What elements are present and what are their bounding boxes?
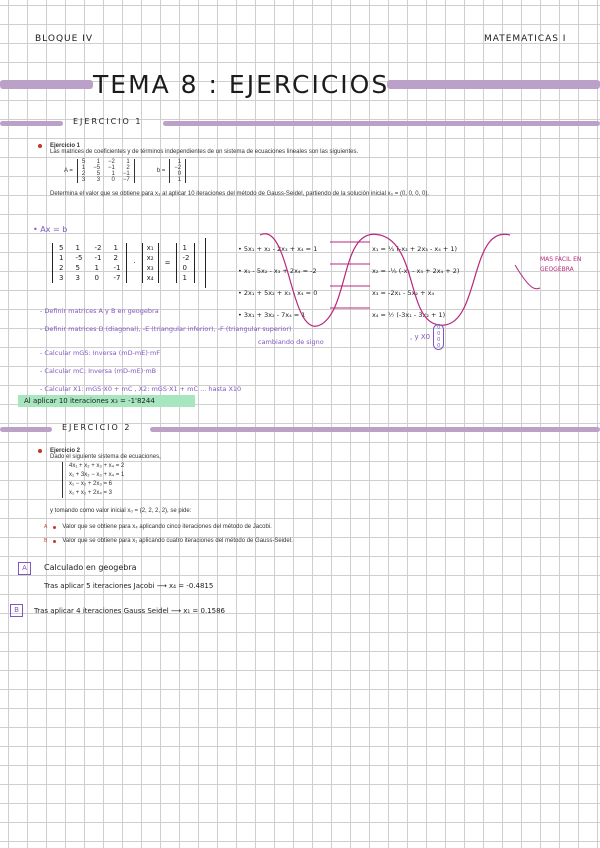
hand-A-cell: 1	[94, 264, 99, 272]
solution: x₁ = ⅕ (-x₂ + 2x₃ - x₄ + 1)	[372, 245, 458, 253]
A-cell: 2	[126, 165, 130, 171]
ex1-A-name: A =	[64, 168, 73, 174]
system-eq: x₁ + 3x₂ − x₃ + x₄ = 1	[69, 472, 125, 478]
dot-operator: ·	[133, 259, 136, 267]
x0-vector	[433, 324, 444, 350]
hand-A-cell: -7	[113, 274, 121, 282]
ex1-print-block	[40, 143, 570, 197]
hand-x-cell: x₁	[146, 244, 154, 252]
A-cell: −1	[108, 165, 115, 171]
A-cell: −2	[108, 159, 115, 165]
hand-A-cell: 1	[59, 254, 64, 262]
step-item: - Definir matrices A y B en geogebra	[40, 307, 159, 315]
hand-A-cell: -2	[94, 244, 102, 252]
hand-x-cell: x₄	[146, 274, 154, 282]
header-right: MATEMATICAS I	[484, 34, 567, 44]
ex1-b-name: b =	[156, 168, 166, 174]
ex2-print-block	[40, 448, 570, 544]
ex2-item	[44, 538, 570, 544]
A-cell: −7	[122, 177, 130, 183]
step-item: - Calcular X1: mGS·X0 + mC , X2: mGS·X1 + mC ... hasta X10	[40, 385, 242, 393]
ans-a-line1: Calculado en geogebra	[44, 563, 137, 572]
ex1-heading: EJERCICIO 1	[73, 117, 143, 126]
hand-b-cell: -2	[182, 254, 190, 262]
sign-note: cambiando de signo	[258, 338, 324, 346]
ex2-item-text: Valor que se obtiene para x₁ aplicando cuatro iteraciones del método de Gauss-Seidel.	[62, 538, 293, 544]
ex1-steps	[40, 302, 292, 398]
ans-a-tag: A	[18, 562, 31, 575]
ex2-heading: EJERCICIO 2	[62, 423, 132, 432]
hand-b-cell: 1	[182, 244, 187, 252]
ans-b-tag: B	[10, 604, 23, 617]
b-cell: −2	[174, 165, 182, 171]
ex1-label: Ejercicio 1	[50, 143, 81, 149]
hand-b-cell: 0	[182, 264, 187, 272]
A-cell: 5	[96, 171, 101, 177]
ex2-item	[44, 524, 570, 530]
equation: • 2x₁ + 5x₂ + x₃ - x₄ = 0	[238, 289, 318, 297]
x0-cell: 0	[437, 325, 441, 331]
A-cell: 5	[81, 159, 86, 165]
ex2-item-bullet: B	[44, 538, 48, 544]
A-cell: 2	[81, 171, 86, 177]
hand-A-cell: 5	[59, 244, 64, 252]
equation: • x₁ - 5x₂ - x₃ + 2x₄ = -2	[238, 267, 317, 275]
A-cell: 3	[96, 177, 101, 183]
page-title: TEMA 8 : EJERCICIOS	[93, 70, 390, 99]
ex2-system	[62, 462, 570, 498]
ex2-label: Ejercicio 2	[50, 448, 81, 454]
hand-A-cell: -1	[113, 264, 121, 272]
ex2-item-bullet: A	[44, 524, 48, 530]
A-cell: −1	[122, 171, 130, 177]
A-cell: 1	[111, 171, 115, 177]
ex2-intro: Dado el siguiente sistema de ecuaciones,	[50, 454, 161, 460]
hand-x-cell: x₂	[146, 254, 154, 262]
x0-note	[410, 324, 444, 350]
side-note-geogebra: MAS FACIL EN GEOGEBRA	[540, 256, 582, 273]
ex2-bar-right	[150, 427, 600, 432]
ex2-bullet	[38, 449, 42, 453]
ex2-item-text: Valor que se obtiene para x₄ aplicando cinco iteraciones del método de Jacobi.	[62, 524, 272, 530]
ex1-question: Determina el valor que se obtiene para x₃ al aplicar 10 iteraciones del método de Gauss-Seidel, partiendo de la solución inicial x₀ = (0, 0, 0, 0).	[50, 191, 429, 197]
ex1-result: Al aplicar 10 iteraciones x₃ = -1'8244	[18, 395, 195, 407]
ex2-initial: y tomando como valor inicial x₀ = (2, 2, 2, 2), se pide:	[50, 508, 192, 514]
ex1-bar-right	[163, 121, 600, 126]
A-cell: 1	[126, 159, 130, 165]
step-item: - Calcular mGS: Inversa (mD-mE)·mF	[40, 349, 161, 357]
ex1-intro: Las matrices de coeficientes y de términos independientes de un sistema de ecuaciones lineales son las siguientes.	[50, 149, 359, 155]
solution: x₂ = -⅕ (-x₁ - x₃ + 2x₄ + 2)	[372, 267, 460, 275]
hand-x-vector	[142, 243, 159, 283]
system-eq: x₁ − x₂ + 2x₃ = 6	[69, 481, 112, 487]
hand-b-vector	[176, 243, 195, 283]
ex1-hand-system	[52, 238, 206, 288]
hand-A-cell: 3	[59, 274, 64, 282]
separator-line	[205, 238, 206, 288]
hand-A-cell: 1	[113, 244, 118, 252]
hand-A-cell: 2	[59, 264, 64, 272]
system-eq: 4x₁ + x₂ + x₃ + x₄ = 2	[69, 463, 125, 469]
A-cell: −5	[93, 165, 101, 171]
hand-A-cell: 3	[75, 274, 80, 282]
ex1-matrices	[64, 159, 570, 183]
hand-A-matrix	[52, 243, 127, 283]
hand-A-cell: -1	[94, 254, 102, 262]
x0-label: , y X0	[410, 333, 431, 341]
hand-A-cell: 2	[113, 254, 118, 262]
solution: x₄ = ⅐ (-3x₁ - 3x₂ + 1)	[372, 311, 446, 319]
ans-a-line2: Tras aplicar 5 iteraciones Jacobi ⟶ x₄ = -0.4815	[44, 582, 214, 590]
A-cell: 0	[111, 177, 115, 183]
hand-A-cell: 5	[75, 264, 80, 272]
b-cell: 1	[177, 159, 182, 165]
x0-cell: 0	[437, 337, 441, 343]
equation: • 5x₁ + x₂ - 2x₃ + x₄ = 1	[238, 245, 318, 253]
x0-cell: 0	[437, 343, 441, 349]
x0-cell: 0	[437, 331, 441, 337]
title-bar-left	[0, 80, 93, 89]
A-cell: 1	[81, 165, 86, 171]
system-eq: x₁ + x₂ + 2x₄ = 3	[69, 490, 112, 496]
hand-A-cell: 0	[94, 274, 99, 282]
ex1-b-vector	[169, 159, 186, 183]
solution: x₃ = -2x₁ - 5x₂ + x₄	[372, 289, 435, 297]
ex1-bullet	[38, 144, 42, 148]
hand-A-cell: -5	[75, 254, 83, 262]
ex2-bar-left	[0, 427, 52, 432]
hand-A-cell: 1	[75, 244, 80, 252]
hand-x-cell: x₃	[146, 264, 154, 272]
ex1-axb: • Ax = b	[33, 225, 68, 234]
b-cell: 0	[177, 171, 182, 177]
step-item: - Calcular mC: Inversa (mD-mE)·mB	[40, 367, 157, 375]
header-left: BLOQUE IV	[35, 34, 93, 44]
dot-icon	[53, 540, 56, 543]
A-cell: 1	[96, 159, 101, 165]
step-item: - Definir matrices D (diagonal), -E (triangular inferior), -F (triangular superior)	[40, 325, 292, 333]
hand-b-cell: 1	[182, 274, 187, 282]
equals-sign: =	[164, 259, 171, 267]
A-cell: 3	[81, 177, 86, 183]
dot-icon	[53, 526, 56, 529]
b-cell: 1	[177, 177, 182, 183]
ex1-A-matrix	[77, 159, 135, 183]
title-bar-right	[387, 80, 600, 89]
equation: • 3x₁ + 3x₂ - 7x₄ = 1	[238, 311, 306, 319]
ans-b-line: Tras aplicar 4 iteraciones Gauss Seidel ⟶ x₁ = 0.1586	[34, 607, 225, 615]
ex1-bar-left	[0, 121, 63, 126]
